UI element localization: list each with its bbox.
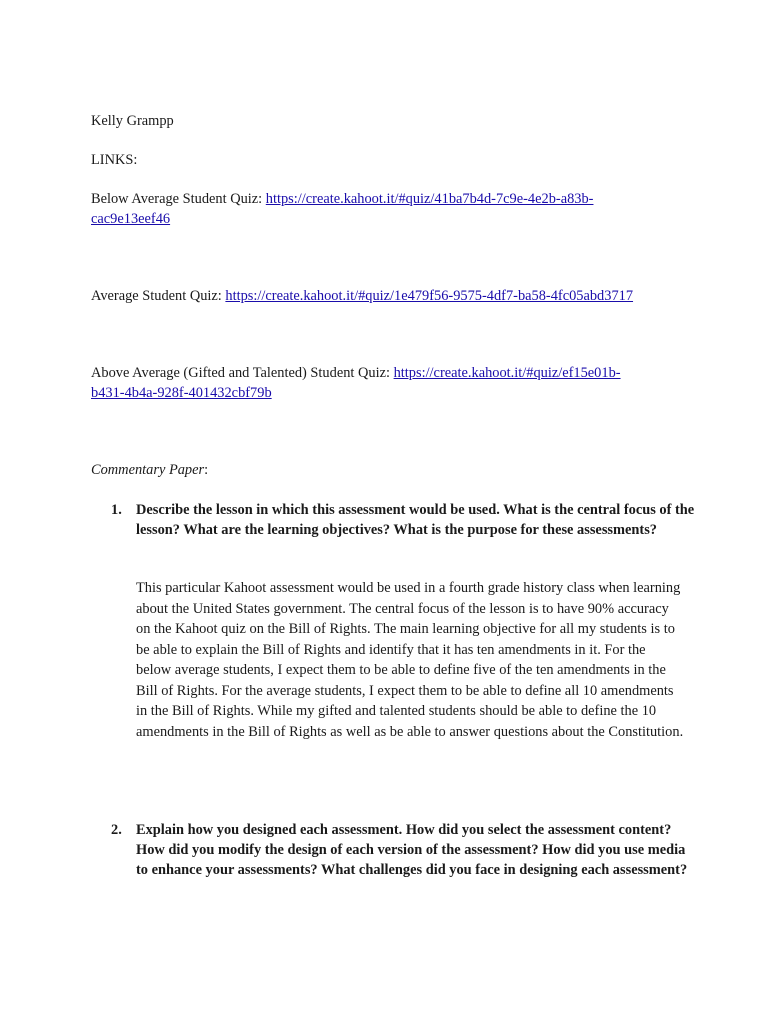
quiz-average-label: Average Student Quiz: — [91, 288, 226, 304]
commentary-heading-line — [91, 460, 208, 481]
quiz-average-link[interactable]: https://create.kahoot.it/#quiz/1e479f56-9575-4df7-ba58-4fc05abd3717 — [225, 288, 634, 304]
question-1-number: 1. — [111, 502, 122, 518]
question-1-text: Describe the lesson in which this assessment would be used. What is the central focus of the lesson? What are the learning objectives? What is the purpose for these assessments? — [136, 502, 695, 539]
quiz-below-average-line — [91, 189, 593, 210]
quiz-below-average-label: Below Average Student Quiz: — [91, 191, 266, 207]
quiz-above-average-link-continuation[interactable]: b431-4b4a-928f-401432cbf79b — [91, 385, 272, 401]
quiz-below-average-link-cont — [91, 209, 170, 230]
question-2-text: Explain how you designed each assessment. How did you select the assessment content? How did you modify the design of each version of the assessment? How did you use media to enhance your assessments? What challenges did you face in designing each assessment? — [136, 822, 688, 879]
quiz-above-average-label: Above Average (Gifted and Talented) Student Quiz: — [91, 365, 394, 381]
quiz-above-average-line — [91, 363, 621, 384]
quiz-above-average-link[interactable]: https://create.kahoot.it/#quiz/ef15e01b- — [393, 365, 621, 381]
commentary-heading: Commentary Paper — [91, 462, 205, 478]
commentary-colon: : — [204, 462, 209, 478]
question-2-number: 2. — [111, 822, 122, 838]
question-1-answer: This particular Kahoot assessment would be used in a fourth grade history class when learning about the United States government. The central focus of the lesson is to have 90% accuracy on the Kahoot quiz on the Bill of Rights. The main learning objective for all my students is to be able to explain the Bill of Rights and identify that it has ten amendments in it. For the below average students, I expect them to be able to define five of the ten amendments in the Bill of Rights. For the average students, I expect them to be able to define all 10 amendments in the Bill of Rights. While my gifted and talented students should be able to define the 10 amendments in the Bill of Rights as well as be able to answer questions about the Constitution. — [136, 580, 684, 740]
quiz-above-average-link-cont — [91, 383, 272, 404]
quiz-average-line — [91, 286, 633, 307]
links-heading: LINKS: — [91, 152, 138, 168]
quiz-below-average-link[interactable]: https://create.kahoot.it/#quiz/41ba7b4d-7c9e-4e2b-a83b- — [265, 191, 594, 207]
author-name: Kelly Grampp — [91, 113, 174, 129]
quiz-below-average-link-continuation[interactable]: cac9e13eef46 — [91, 211, 171, 227]
